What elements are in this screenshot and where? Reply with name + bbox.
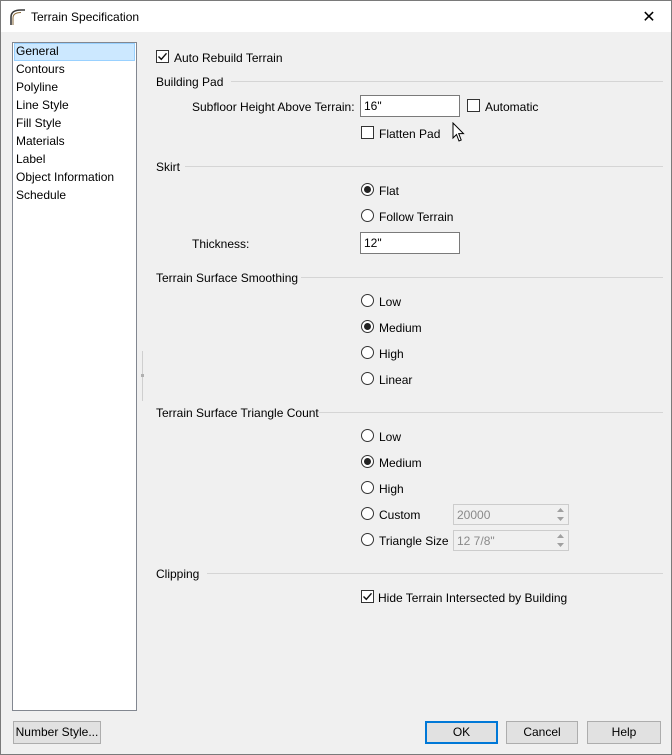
smoothing-low-label: Low — [379, 295, 402, 309]
auto-rebuild-label: Auto Rebuild Terrain — [174, 51, 283, 65]
checkmark-icon — [157, 51, 168, 62]
triangle-high-label: High — [379, 482, 404, 496]
skirt-flat-radio[interactable] — [361, 183, 374, 196]
ok-button[interactable]: OK — [425, 721, 498, 744]
thickness-label: Thickness: — [192, 237, 250, 251]
building-pad-header: Building Pad — [156, 75, 224, 89]
triangle-medium-radio[interactable] — [361, 455, 374, 468]
triangle-size-label: Triangle Size — [379, 534, 449, 548]
clipping-header: Clipping — [156, 567, 200, 581]
sidebar-item-general[interactable]: General — [14, 43, 135, 61]
number-style-button[interactable]: Number Style... — [13, 721, 101, 744]
sidebar-item-label[interactable]: Label — [16, 152, 46, 166]
sidebar-item-polyline[interactable]: Polyline — [16, 80, 59, 94]
triangle-custom-label: Custom — [379, 508, 421, 522]
subfloor-height-label: Subfloor Height Above Terrain: — [192, 100, 355, 114]
sidebar-item-object-information[interactable]: Object Information — [16, 170, 115, 184]
smoothing-medium-label: Medium — [379, 321, 422, 335]
sidebar-item-schedule[interactable]: Schedule — [16, 188, 67, 202]
spin-up-icon[interactable] — [554, 506, 567, 514]
clipping-divider — [207, 573, 663, 574]
close-button[interactable] — [627, 1, 671, 32]
smoothing-high-radio[interactable] — [361, 346, 374, 359]
smoothing-linear-radio[interactable] — [361, 372, 374, 385]
skirt-header: Skirt — [156, 160, 180, 174]
custom-count-spinner[interactable] — [453, 504, 569, 525]
spin-down-icon[interactable] — [554, 541, 567, 549]
smoothing-divider — [301, 277, 663, 278]
smoothing-linear-label: Linear — [379, 373, 413, 387]
smoothing-low-radio[interactable] — [361, 294, 374, 307]
triangle-size-value: 12 7/8" — [457, 534, 495, 548]
cancel-button[interactable]: Cancel — [506, 721, 578, 744]
smoothing-medium-radio[interactable] — [361, 320, 374, 333]
window-title: Terrain Specification — [31, 10, 140, 24]
close-icon: ✕ — [642, 8, 656, 26]
arch-icon — [9, 8, 27, 26]
smoothing-high-label: High — [379, 347, 404, 361]
checkmark-icon — [362, 591, 373, 602]
hide-terrain-checkbox[interactable] — [361, 590, 374, 603]
triangle-medium-label: Medium — [379, 456, 422, 470]
flatten-pad-checkbox[interactable] — [361, 126, 374, 139]
spin-down-icon[interactable] — [554, 515, 567, 523]
triangle-low-radio[interactable] — [361, 429, 374, 442]
custom-count-value: 20000 — [457, 508, 491, 522]
help-button[interactable]: Help — [587, 721, 661, 744]
skirt-divider — [185, 166, 663, 167]
spin-up-icon[interactable] — [554, 532, 567, 540]
skirt-flat-label: Flat — [379, 184, 400, 198]
triangle-count-divider — [319, 412, 663, 413]
flatten-pad-label: Flatten Pad — [379, 127, 441, 141]
skirt-follow-terrain-label: Follow Terrain — [379, 210, 454, 224]
skirt-follow-terrain-radio[interactable] — [361, 209, 374, 222]
sidebar-item-contours[interactable]: Contours — [16, 62, 65, 76]
triangle-size-spinner[interactable] — [453, 530, 569, 551]
triangle-low-label: Low — [379, 430, 402, 444]
triangle-high-radio[interactable] — [361, 481, 374, 494]
auto-rebuild-checkbox[interactable] — [156, 50, 169, 63]
sidebar-item-fill-style[interactable]: Fill Style — [16, 116, 62, 130]
category-list[interactable] — [12, 42, 137, 711]
triangle-count-header: Terrain Surface Triangle Count — [156, 406, 319, 420]
subfloor-height-input[interactable]: 16" — [360, 95, 460, 117]
title-bar — [1, 1, 671, 32]
pane-splitter[interactable] — [141, 351, 144, 401]
smoothing-header: Terrain Surface Smoothing — [156, 271, 299, 285]
sidebar-item-line-style[interactable]: Line Style — [16, 98, 69, 112]
building-pad-divider — [231, 81, 663, 82]
triangle-custom-radio[interactable] — [361, 507, 374, 520]
automatic-label: Automatic — [485, 100, 539, 114]
hide-terrain-label: Hide Terrain Intersected by Building — [378, 591, 568, 605]
thickness-input[interactable]: 12" — [360, 232, 460, 254]
triangle-size-radio[interactable] — [361, 533, 374, 546]
mouse-pointer-icon — [452, 122, 466, 143]
sidebar-item-materials[interactable]: Materials — [16, 134, 65, 148]
automatic-checkbox[interactable] — [467, 99, 480, 112]
